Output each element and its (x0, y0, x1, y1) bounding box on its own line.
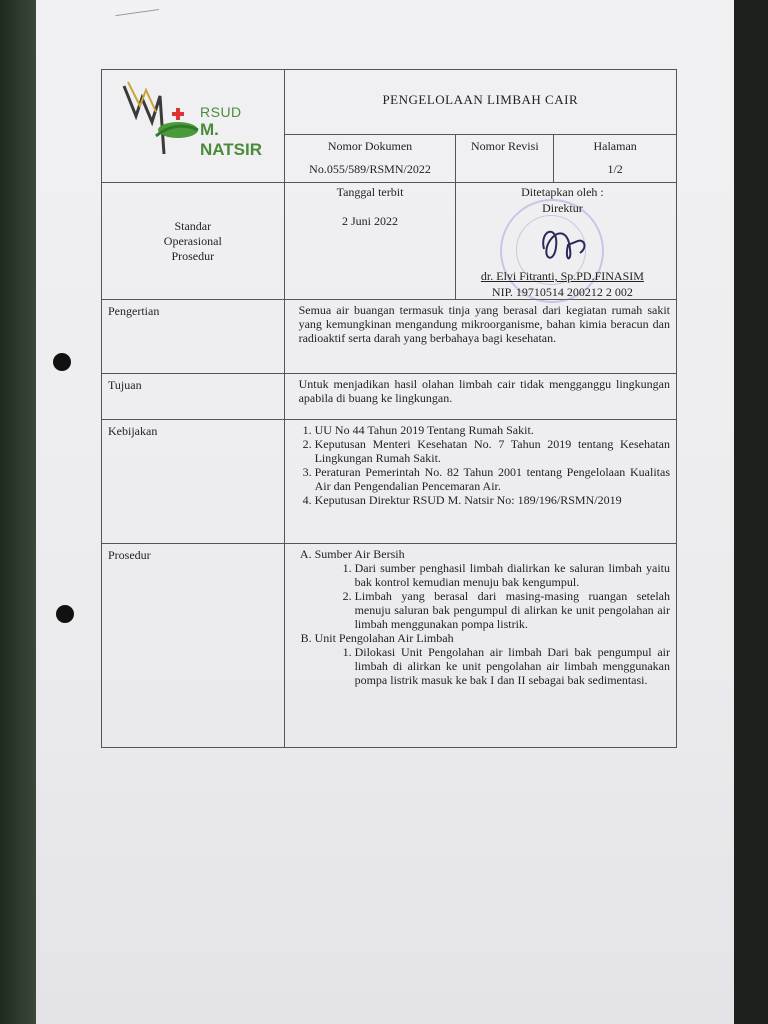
group-b-list (315, 645, 670, 687)
list-item: 1. Dari sumber penghasil limbah dialirkan ke saluran limbah yaitu bak kontrol kemudian menuju bak kengumpul. (355, 561, 670, 589)
approved-label: Ditetapkan oleh : (521, 185, 604, 199)
sop-label-line-2: Operasional (163, 233, 222, 248)
revision-label: Nomor Revisi (470, 139, 539, 154)
list-item (315, 631, 670, 687)
revision-cell (456, 135, 554, 183)
sop-label-cell (102, 183, 285, 300)
punch-hole-lower (56, 605, 74, 623)
group-b-title: Unit Pengolahan Air Limbah (314, 631, 454, 645)
rsud-logo-icon (116, 76, 202, 160)
list-item: 4. Keputusan Direktur RSUD M. Natsir No: 189/196/RSMN/2019 (315, 493, 670, 507)
list-item (315, 547, 670, 631)
document-title-cell (284, 70, 676, 135)
signer-nip: NIP. 19710514 200212 2 002 (491, 285, 633, 299)
page-cell (554, 135, 677, 183)
doc-number-value: No.055/589/RSMN/2022 (309, 162, 431, 177)
issued-value: 2 Juni 2022 (342, 214, 399, 228)
punch-hole-upper (53, 353, 71, 371)
pengertian-label: Pengertian (102, 300, 285, 374)
prosedur-cell (284, 544, 676, 748)
list-item: 2. Keputusan Menteri Kesehatan No. 7 Tahun 2019 tentang Kesehatan Lingkungan Rumah Sakit. (315, 437, 670, 465)
sop-label-line-3: Prosedur (171, 248, 215, 263)
kebijakan-cell (284, 420, 676, 544)
org-rsud-text: RSUD (200, 104, 242, 120)
background-right (732, 0, 768, 1024)
page-value: 1/2 (607, 162, 623, 177)
doc-number-label: Nomor Dokumen (327, 139, 413, 154)
document-title: PENGELOLAAN LIMBAH CAIR (382, 92, 579, 107)
background-left (0, 0, 38, 1024)
pencil-mark (115, 9, 160, 26)
signer-name: dr. Elvi Fitranti, Sp.PD.FINASIM (480, 269, 644, 283)
pengertian-text: Semua air buangan termasuk tinja yang berasal dari kegiatan rumah sakit yang kemungkinan mengandung mikroorganisme, bahan kimia beracun dan radioaktif serta darah yang berbahaya bagi kesehatan. (284, 300, 676, 374)
tujuan-label: Tujuan (102, 374, 285, 420)
issued-date-cell (284, 183, 456, 300)
page-label: Halaman (593, 139, 637, 154)
group-a-list (315, 561, 670, 631)
approval-cell (456, 183, 677, 300)
tujuan-text: Untuk menjadikan hasil olahan limbah cair tidak mengganggu lingkungan apabila di buang ke lingkungan. (284, 374, 676, 420)
kebijakan-list (299, 423, 670, 507)
issued-label: Tanggal terbit (336, 185, 404, 199)
list-item: 1. UU No 44 Tahun 2019 Tentang Rumah Sakit. (315, 423, 670, 437)
doc-number-cell (284, 135, 456, 183)
approved-role: Direktur (542, 201, 583, 215)
list-item: 3. Peraturan Pemerintah No. 82 Tahun 2001 tentang Pengelolaan Kualitas Air dan Pengendalian Pencemaran Air. (315, 465, 670, 493)
list-item: 2. Limbah yang berasal dari masing-masing ruangan setelah menuju saluran bak pengumpul di alirkan ke unit pengolahan air limbah menggunakan pompa listrik. (355, 589, 670, 631)
signature-icon (534, 219, 594, 269)
sop-label-line-1: Standar (174, 218, 212, 233)
prosedur-groups (299, 547, 670, 687)
org-name-text: M. NATSIR (200, 120, 263, 159)
sop-table (101, 69, 677, 748)
list-item: 1. Dilokasi Unit Pengolahan air limbah Dari bak pengumpul air limbah di alirkan ke unit pengolahan air limbah menggunakan pompa listrik masuk ke bak I dan II sebagai bak sedimentasi. (355, 645, 670, 687)
group-a-title: Sumber Air Bersih (314, 547, 405, 561)
kebijakan-label: Kebijakan (102, 420, 285, 544)
logo-cell (102, 70, 285, 183)
prosedur-label: Prosedur (102, 544, 285, 748)
